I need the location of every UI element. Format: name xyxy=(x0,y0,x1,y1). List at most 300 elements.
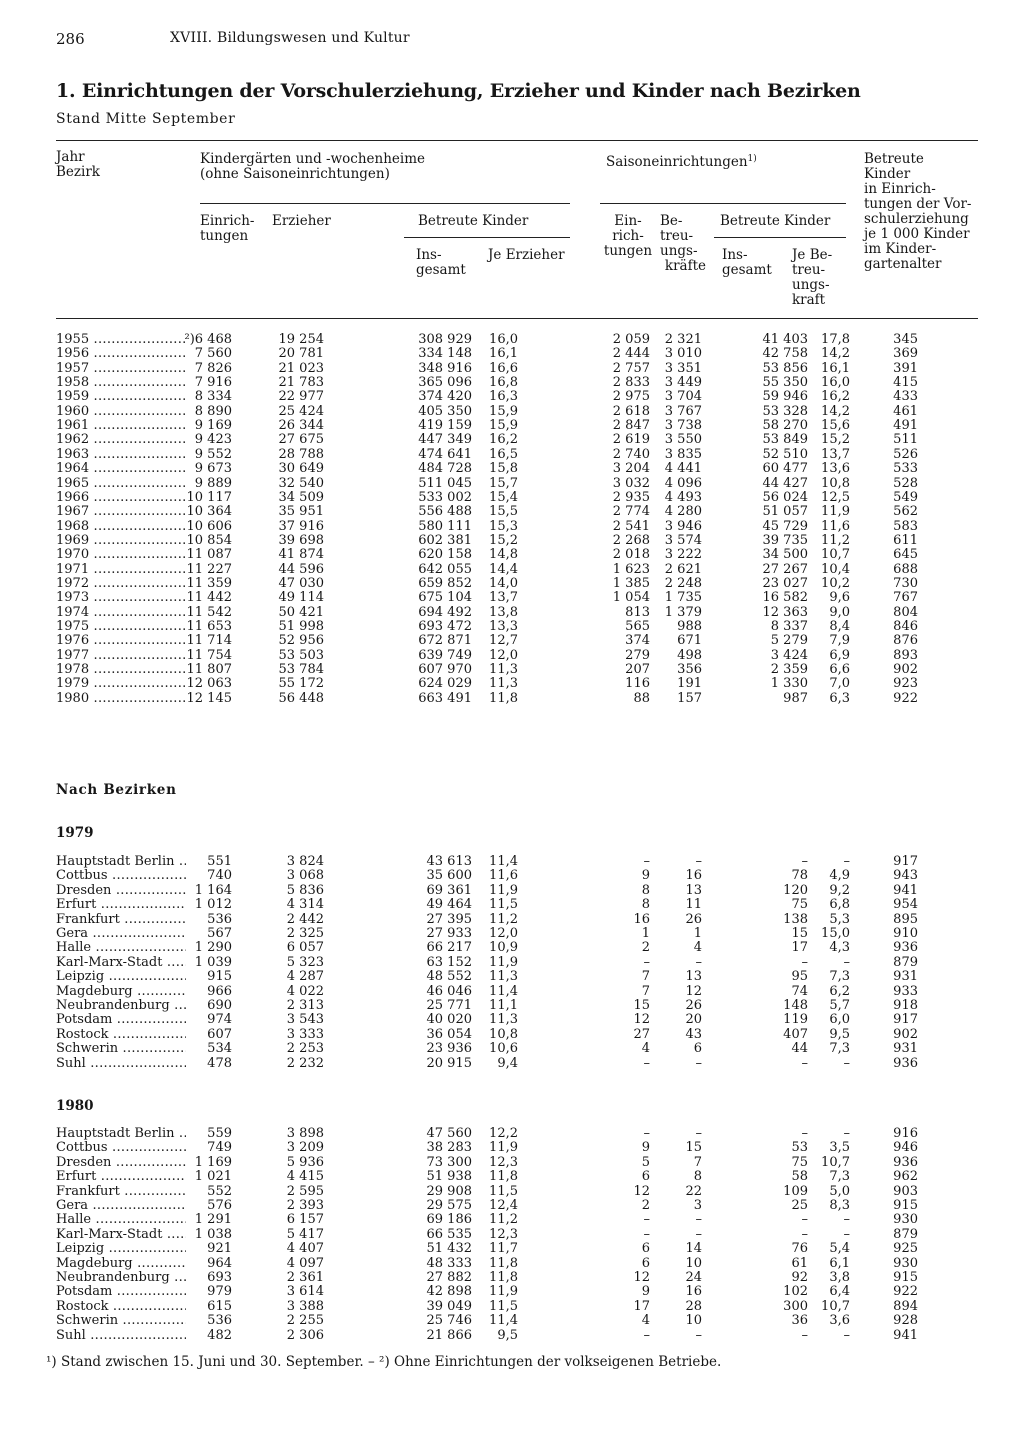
cell-kinder-je-erzieher: 13,7 xyxy=(489,590,518,606)
cell-saison-kinder-je-kraft: 3,6 xyxy=(829,1313,850,1329)
cell-saison-betreuungskraefte: 20 xyxy=(685,1012,702,1028)
cell-einrichtungen: 11 087 xyxy=(186,547,232,563)
cell-saison-kinder-je-kraft: 10,7 xyxy=(821,1298,850,1314)
cell-kinder-insgesamt: 43 613 xyxy=(426,854,472,869)
row-label: Gera ..... xyxy=(56,1199,186,1213)
cell-kinder-je-erzieher: 15,5 xyxy=(489,504,518,520)
cell-saison-kinder-insgesamt: 25 xyxy=(791,1198,808,1213)
cell-saison-betreuungskraefte: 1 735 xyxy=(664,590,702,606)
cell-kinder-je-1000: 917 xyxy=(893,1012,918,1028)
cell-kinder-je-1000: 941 xyxy=(893,1327,918,1343)
table-row xyxy=(0,663,1024,677)
cell-kinder-je-erzieher: 11,8 xyxy=(489,690,518,706)
cell-erzieher: 4 415 xyxy=(286,1169,324,1185)
cell-kinder-je-erzieher: 16,6 xyxy=(489,360,518,376)
cell-kinder-je-erzieher: 13,8 xyxy=(489,604,518,620)
row-label: 1958 ..... xyxy=(56,376,186,390)
cell-saison-einrichtungen: 2 059 xyxy=(612,332,650,347)
cell-kinder-je-1000: 916 xyxy=(893,1126,918,1141)
cell-kinder-je-erzieher: 11,1 xyxy=(489,998,518,1013)
cell-saison-kinder-je-kraft: 5,7 xyxy=(829,998,850,1013)
cell-saison-kinder-je-kraft: 14,2 xyxy=(821,403,850,419)
cell-einrichtungen: 10 117 xyxy=(186,489,232,505)
cell-erzieher: 25 424 xyxy=(278,403,324,419)
cell-saison-kinder-insgesamt: 5 279 xyxy=(770,633,808,649)
row-label: 1980 ..... xyxy=(56,692,186,706)
section-title: Nach Bezirken xyxy=(56,782,177,798)
cell-kinder-je-1000: 903 xyxy=(893,1183,918,1199)
row-label: 1965 ..... xyxy=(56,477,186,491)
cell-saison-einrichtungen: 9 xyxy=(641,1284,650,1300)
cell-erzieher: 2 325 xyxy=(286,926,324,941)
table-row xyxy=(0,1228,1024,1242)
cell-kinder-insgesamt: 40 020 xyxy=(426,1012,472,1028)
cell-kinder-je-erzieher: 16,0 xyxy=(489,332,518,347)
table-row xyxy=(0,491,1024,505)
cell-kinder-je-1000: 910 xyxy=(893,926,918,941)
cell-einrichtungen: 690 xyxy=(207,998,232,1013)
cell-einrichtungen: 693 xyxy=(207,1270,232,1285)
cell-saison-einrichtungen: – xyxy=(643,1226,650,1242)
cell-kinder-je-erzieher: 11,4 xyxy=(489,854,518,869)
row-label: Potsdam ..... xyxy=(56,1285,186,1299)
cell-saison-betreuungskraefte: – xyxy=(695,1055,702,1071)
row-label: 1962 ..... xyxy=(56,433,186,447)
cell-saison-kinder-je-kraft: – xyxy=(843,954,850,970)
row-label: 1970 ..... xyxy=(56,548,186,562)
cell-saison-betreuungskraefte: 6 xyxy=(693,1041,702,1057)
table-row xyxy=(0,591,1024,605)
cell-erzieher: 53 784 xyxy=(278,662,324,678)
cell-kinder-insgesamt: 27 395 xyxy=(426,911,472,927)
cell-einrichtungen: 966 xyxy=(207,983,232,999)
cell-saison-betreuungskraefte: 498 xyxy=(677,647,702,663)
cell-kinder-insgesamt: 27 882 xyxy=(426,1270,472,1285)
cell-kinder-je-1000: 846 xyxy=(893,619,918,634)
row-label: Suhl ..... xyxy=(56,1057,186,1071)
cell-kinder-je-1000: 528 xyxy=(893,475,918,491)
cell-kinder-je-1000: 946 xyxy=(893,1140,918,1156)
header-rule-saison-betreute xyxy=(714,237,846,238)
cell-saison-kinder-je-kraft: – xyxy=(843,1126,850,1141)
cell-kinder-je-erzieher: 11,2 xyxy=(489,911,518,927)
cell-einrichtungen: 740 xyxy=(207,868,232,884)
cell-saison-einrichtungen: 2 975 xyxy=(612,389,650,405)
cell-einrichtungen: 11 807 xyxy=(186,662,232,678)
cell-saison-kinder-insgesamt: 8 337 xyxy=(770,619,808,634)
cell-saison-betreuungskraefte: 3 835 xyxy=(664,446,702,462)
cell-saison-kinder-insgesamt: 53 xyxy=(791,1140,808,1156)
row-label: Potsdam ..... xyxy=(56,1013,186,1027)
row-label: Schwerin ..... xyxy=(56,1042,186,1056)
table-row xyxy=(0,677,1024,691)
cell-saison-kinder-insgesamt: 52 510 xyxy=(762,446,808,462)
cell-erzieher: 3 824 xyxy=(286,854,324,869)
cell-saison-kinder-je-kraft: 7,0 xyxy=(829,676,850,692)
cell-kinder-je-erzieher: 11,9 xyxy=(489,1140,518,1156)
cell-saison-einrichtungen: 5 xyxy=(641,1154,650,1170)
cell-saison-einrichtungen: 9 xyxy=(641,868,650,884)
cell-kinder-insgesamt: 511 045 xyxy=(418,475,472,491)
year-heading-1980: 1980 xyxy=(56,1098,94,1114)
row-label: Cottbus ..... xyxy=(56,869,186,883)
cell-saison-kinder-je-kraft: 10,8 xyxy=(821,475,850,491)
cell-saison-kinder-je-kraft: 12,5 xyxy=(821,489,850,505)
cell-einrichtungen: 478 xyxy=(207,1055,232,1071)
cell-einrichtungen: 11 754 xyxy=(186,647,232,663)
cell-saison-einrichtungen: 6 xyxy=(641,1169,650,1185)
cell-kinder-je-1000: 902 xyxy=(893,1026,918,1042)
header-bottom-rule xyxy=(56,318,978,319)
cell-saison-betreuungskraefte: 988 xyxy=(677,619,702,634)
row-label: Erfurt ..... xyxy=(56,898,186,912)
cell-einrichtungen: 576 xyxy=(207,1198,232,1213)
cell-saison-kinder-je-kraft: 4,9 xyxy=(829,868,850,884)
cell-erzieher: 51 998 xyxy=(278,619,324,634)
cell-einrichtungen: 536 xyxy=(207,911,232,927)
cell-saison-einrichtungen: 2 541 xyxy=(612,518,650,534)
cell-saison-betreuungskraefte: 3 738 xyxy=(664,418,702,434)
cell-kinder-je-erzieher: 11,9 xyxy=(489,882,518,898)
cell-erzieher: 4 407 xyxy=(286,1241,324,1257)
table-row xyxy=(0,692,1024,706)
cell-kinder-je-1000: 391 xyxy=(893,360,918,376)
table-row xyxy=(0,1300,1024,1314)
cell-kinder-insgesamt: 25 746 xyxy=(426,1313,472,1329)
row-label: Erfurt ..... xyxy=(56,1170,186,1184)
cell-kinder-insgesamt: 556 488 xyxy=(418,504,472,520)
cell-erzieher: 22 977 xyxy=(278,389,324,405)
table-row xyxy=(0,606,1024,620)
cell-saison-kinder-je-kraft: 13,7 xyxy=(821,446,850,462)
cell-kinder-je-1000: 930 xyxy=(893,1255,918,1271)
cell-einrichtungen: 534 xyxy=(207,1041,232,1057)
cell-einrichtungen: 536 xyxy=(207,1313,232,1329)
cell-erzieher: 3 068 xyxy=(286,868,324,884)
cell-einrichtungen: 567 xyxy=(207,926,232,941)
header-erzieher: Erzieher xyxy=(272,213,331,229)
cell-saison-einrichtungen: – xyxy=(643,1055,650,1071)
cell-einrichtungen: 552 xyxy=(207,1183,232,1199)
cell-saison-betreuungskraefte: 3 xyxy=(693,1198,702,1213)
table-row xyxy=(0,1285,1024,1299)
table-row xyxy=(0,999,1024,1013)
cell-saison-einrichtungen: 1 054 xyxy=(612,590,650,606)
cell-saison-kinder-je-kraft: 16,2 xyxy=(821,389,850,405)
cell-einrichtungen: 9 169 xyxy=(194,418,232,434)
cell-kinder-je-1000: 879 xyxy=(893,1226,918,1242)
cell-einrichtungen: 974 xyxy=(207,1012,232,1028)
header-rule-saison xyxy=(600,203,846,204)
cell-saison-kinder-insgesamt: 75 xyxy=(791,897,808,913)
cell-erzieher: 2 306 xyxy=(286,1327,324,1343)
cell-saison-einrichtungen: 2 774 xyxy=(612,504,650,520)
cell-einrichtungen: 10 606 xyxy=(186,518,232,534)
cell-saison-kinder-je-kraft: 5,3 xyxy=(829,911,850,927)
cell-kinder-je-erzieher: 16,1 xyxy=(489,346,518,362)
cell-saison-betreuungskraefte: 3 550 xyxy=(664,432,702,448)
cell-saison-kinder-insgesamt: 3 424 xyxy=(770,647,808,663)
cell-einrichtungen: 551 xyxy=(207,854,232,869)
cell-einrichtungen: 1 039 xyxy=(194,954,232,970)
cell-saison-betreuungskraefte: 13 xyxy=(685,969,702,985)
table-row xyxy=(0,376,1024,390)
cell-erzieher: 2 393 xyxy=(286,1198,324,1213)
cell-kinder-je-1000: 936 xyxy=(893,940,918,956)
table-row xyxy=(0,1329,1024,1343)
cell-erzieher: 47 030 xyxy=(278,575,324,591)
cell-kinder-je-erzieher: 11,3 xyxy=(489,676,518,692)
cell-kinder-je-1000: 461 xyxy=(893,403,918,419)
cell-kinder-insgesamt: 484 728 xyxy=(418,461,472,477)
cell-kinder-je-1000: 915 xyxy=(893,1198,918,1213)
cell-kinder-je-1000: 804 xyxy=(893,604,918,620)
cell-saison-kinder-je-kraft: – xyxy=(843,1327,850,1343)
cell-einrichtungen: 7 560 xyxy=(194,346,232,362)
cell-saison-betreuungskraefte: 24 xyxy=(685,1270,702,1285)
cell-kinder-insgesamt: 47 560 xyxy=(426,1126,472,1141)
cell-saison-betreuungskraefte: – xyxy=(695,1226,702,1242)
header-saison-betreute-kinder: Betreute Kinder xyxy=(720,213,831,229)
cell-kinder-je-erzieher: 11,2 xyxy=(489,1212,518,1228)
page-number: 286 xyxy=(56,30,85,48)
cell-saison-einrichtungen: 2 018 xyxy=(612,547,650,563)
cell-kinder-insgesamt: 35 600 xyxy=(426,868,472,884)
cell-einrichtungen: 8 334 xyxy=(194,389,232,405)
table-title: 1. Einrichtungen der Vorschulerziehung, Erzieher und Kinder nach Bezirken xyxy=(56,80,861,102)
cell-erzieher: 32 540 xyxy=(278,475,324,491)
cell-einrichtungen: 1 021 xyxy=(194,1169,232,1185)
cell-kinder-je-erzieher: 11,6 xyxy=(489,868,518,884)
cell-einrichtungen: 1 291 xyxy=(194,1212,232,1228)
cell-einrichtungen: 607 xyxy=(207,1026,232,1042)
cell-saison-einrichtungen: 4 xyxy=(641,1041,650,1057)
cell-saison-betreuungskraefte: 28 xyxy=(685,1298,702,1314)
table-row xyxy=(0,1170,1024,1184)
cell-saison-kinder-je-kraft: 6,6 xyxy=(829,662,850,678)
cell-kinder-je-1000: 925 xyxy=(893,1241,918,1257)
cell-saison-kinder-insgesamt: 23 027 xyxy=(762,575,808,591)
header-einrichtungen-2: tungen xyxy=(200,228,249,244)
cell-saison-kinder-insgesamt: 56 024 xyxy=(762,489,808,505)
cell-kinder-je-erzieher: 12,4 xyxy=(489,1198,518,1213)
table-row xyxy=(0,1141,1024,1155)
table-row xyxy=(0,898,1024,912)
cell-erzieher: 2 253 xyxy=(286,1041,324,1057)
cell-saison-betreuungskraefte: 2 621 xyxy=(664,561,702,577)
cell-einrichtungen: 1 012 xyxy=(194,897,232,913)
cell-saison-kinder-je-kraft: 9,6 xyxy=(829,590,850,606)
cell-erzieher: 30 649 xyxy=(278,461,324,477)
cell-kinder-je-1000: 931 xyxy=(893,1041,918,1057)
cell-kinder-insgesamt: 447 349 xyxy=(418,432,472,448)
cell-saison-betreuungskraefte: – xyxy=(695,1212,702,1228)
cell-saison-einrichtungen: 2 935 xyxy=(612,489,650,505)
table-row xyxy=(0,1257,1024,1271)
row-label: 1963 ..... xyxy=(56,448,186,462)
cell-kinder-je-1000: 549 xyxy=(893,489,918,505)
cell-saison-kinder-insgesamt: 59 946 xyxy=(762,389,808,405)
cell-einrichtungen: ²)6 468 xyxy=(184,332,232,347)
cell-kinder-insgesamt: 308 929 xyxy=(418,332,472,347)
cell-saison-einrichtungen: – xyxy=(643,1212,650,1228)
cell-saison-betreuungskraefte: 356 xyxy=(677,662,702,678)
cell-saison-einrichtungen: 2 618 xyxy=(612,403,650,419)
cell-kinder-insgesamt: 602 381 xyxy=(418,532,472,548)
cell-kinder-je-1000: 533 xyxy=(893,461,918,477)
cell-einrichtungen: 11 227 xyxy=(186,561,232,577)
cell-erzieher: 3 333 xyxy=(286,1026,324,1042)
cell-saison-einrichtungen: 12 xyxy=(633,1012,650,1028)
cell-saison-kinder-insgesamt: 42 758 xyxy=(762,346,808,362)
cell-erzieher: 37 916 xyxy=(278,518,324,534)
row-label: Halle ..... xyxy=(56,1213,186,1227)
cell-erzieher: 35 951 xyxy=(278,504,324,520)
cell-saison-einrichtungen: – xyxy=(643,1327,650,1343)
cell-saison-kinder-insgesamt: 300 xyxy=(783,1298,808,1314)
cell-kinder-je-1000: 894 xyxy=(893,1298,918,1314)
row-label: Schwerin ..... xyxy=(56,1314,186,1328)
cell-erzieher: 26 344 xyxy=(278,418,324,434)
cell-saison-kinder-insgesamt: 16 582 xyxy=(762,590,808,606)
cell-saison-betreuungskraefte: 2 248 xyxy=(664,575,702,591)
cell-kinder-insgesamt: 21 866 xyxy=(426,1327,472,1343)
cell-einrichtungen: 11 653 xyxy=(186,619,232,634)
header-kindergarten-line2: (ohne Saisoneinrichtungen) xyxy=(200,166,390,182)
cell-kinder-insgesamt: 69 186 xyxy=(426,1212,472,1228)
cell-kinder-je-1000: 562 xyxy=(893,504,918,520)
cell-saison-kinder-je-kraft: 10,4 xyxy=(821,561,850,577)
cell-saison-kinder-je-kraft: 6,4 xyxy=(829,1284,850,1300)
cell-kinder-je-1000: 922 xyxy=(893,690,918,706)
cell-kinder-je-erzieher: 11,5 xyxy=(489,1298,518,1314)
cell-saison-betreuungskraefte: 16 xyxy=(685,1284,702,1300)
cell-kinder-je-erzieher: 15,3 xyxy=(489,518,518,534)
cell-kinder-je-1000: 611 xyxy=(893,532,918,548)
cell-saison-kinder-insgesamt: 53 328 xyxy=(762,403,808,419)
row-label: Magdeburg ..... xyxy=(56,1257,186,1271)
cell-erzieher: 56 448 xyxy=(278,690,324,706)
cell-erzieher: 50 421 xyxy=(278,604,324,620)
cell-kinder-insgesamt: 48 333 xyxy=(426,1255,472,1271)
cell-kinder-je-1000: 922 xyxy=(893,1284,918,1300)
cell-saison-betreuungskraefte: 3 704 xyxy=(664,389,702,405)
cell-saison-betreuungskraefte: 43 xyxy=(685,1026,702,1042)
cell-saison-betreuungskraefte: 12 xyxy=(685,983,702,999)
cell-saison-kinder-je-kraft: 9,0 xyxy=(829,604,850,620)
cell-saison-betreuungskraefte: 22 xyxy=(685,1183,702,1199)
cell-kinder-je-1000: 688 xyxy=(893,561,918,577)
cell-saison-kinder-je-kraft: 17,8 xyxy=(821,332,850,347)
cell-einrichtungen: 12 145 xyxy=(186,690,232,706)
cell-saison-einrichtungen: 2 740 xyxy=(612,446,650,462)
cell-saison-betreuungskraefte: 3 351 xyxy=(664,360,702,376)
table-row xyxy=(0,505,1024,519)
header-insgesamt-1: Ins- xyxy=(416,247,442,263)
cell-kinder-je-1000: 915 xyxy=(893,1270,918,1285)
cell-saison-kinder-insgesamt: – xyxy=(801,1212,808,1228)
table-row xyxy=(0,884,1024,898)
cell-saison-kinder-je-kraft: 15,2 xyxy=(821,432,850,448)
cell-saison-kinder-insgesamt: 74 xyxy=(791,983,808,999)
cell-kinder-je-erzieher: 11,8 xyxy=(489,1169,518,1185)
header-saison-je-betreuungskraft: Je Be- treu- ungs- kraft xyxy=(792,247,833,308)
cell-kinder-insgesamt: 51 432 xyxy=(426,1241,472,1257)
cell-saison-einrichtungen: 88 xyxy=(633,690,650,706)
cell-kinder-insgesamt: 51 938 xyxy=(426,1169,472,1185)
cell-kinder-je-erzieher: 11,9 xyxy=(489,1284,518,1300)
row-label: Karl-Marx-Stadt ..... xyxy=(56,1228,186,1242)
row-label: Neubrandenburg ..... xyxy=(56,1271,186,1285)
header-saison-betreuungskraefte: Be- treu- ungs- kräfte xyxy=(660,213,706,274)
cell-saison-betreuungskraefte: 3 946 xyxy=(664,518,702,534)
cell-kinder-je-erzieher: 15,9 xyxy=(489,403,518,419)
cell-kinder-je-1000: 345 xyxy=(893,332,918,347)
cell-kinder-je-1000: 491 xyxy=(893,418,918,434)
cell-saison-kinder-insgesamt: – xyxy=(801,1327,808,1343)
cell-saison-kinder-je-kraft: 10,2 xyxy=(821,575,850,591)
cell-einrichtungen: 964 xyxy=(207,1255,232,1271)
cell-saison-kinder-insgesamt: – xyxy=(801,1226,808,1242)
cell-kinder-je-erzieher: 14,8 xyxy=(489,547,518,563)
cell-einrichtungen: 615 xyxy=(207,1298,232,1314)
cell-saison-einrichtungen: 6 xyxy=(641,1241,650,1257)
cell-saison-einrichtungen: – xyxy=(643,954,650,970)
row-label: 1955 ..... xyxy=(56,333,186,347)
cell-saison-kinder-insgesamt: 36 xyxy=(791,1313,808,1329)
cell-saison-einrichtungen: – xyxy=(643,1126,650,1141)
cell-erzieher: 5 936 xyxy=(286,1154,324,1170)
cell-saison-kinder-insgesamt: 987 xyxy=(783,690,808,706)
cell-einrichtungen: 9 889 xyxy=(194,475,232,491)
cell-saison-betreuungskraefte: – xyxy=(695,1126,702,1141)
cell-saison-betreuungskraefte: 191 xyxy=(677,676,702,692)
cell-kinder-je-erzieher: 10,6 xyxy=(489,1041,518,1057)
cell-kinder-je-1000: 879 xyxy=(893,954,918,970)
cell-saison-kinder-je-kraft: 16,1 xyxy=(821,360,850,376)
cell-saison-kinder-je-kraft: 13,6 xyxy=(821,461,850,477)
cell-einrichtungen: 10 364 xyxy=(186,504,232,520)
row-label: Magdeburg ..... xyxy=(56,985,186,999)
cell-kinder-je-erzieher: 12,7 xyxy=(489,633,518,649)
cell-erzieher: 39 698 xyxy=(278,532,324,548)
cell-saison-kinder-je-kraft: 9,2 xyxy=(829,882,850,898)
cell-kinder-je-1000: 895 xyxy=(893,911,918,927)
cell-kinder-insgesamt: 49 464 xyxy=(426,897,472,913)
cell-saison-kinder-je-kraft: 6,3 xyxy=(829,690,850,706)
table-row xyxy=(0,1057,1024,1071)
cell-erzieher: 6 057 xyxy=(286,940,324,956)
cell-saison-einrichtungen: 2 833 xyxy=(612,375,650,391)
cell-saison-kinder-insgesamt: 78 xyxy=(791,868,808,884)
table-row xyxy=(0,390,1024,404)
cell-kinder-je-erzieher: 11,9 xyxy=(489,954,518,970)
cell-einrichtungen: 1 169 xyxy=(194,1154,232,1170)
cell-saison-kinder-je-kraft: 7,3 xyxy=(829,969,850,985)
header-insgesamt-2: gesamt xyxy=(416,262,466,278)
cell-kinder-je-erzieher: 16,3 xyxy=(489,389,518,405)
cell-kinder-je-1000: 917 xyxy=(893,854,918,869)
row-label: 1979 ..... xyxy=(56,677,186,691)
cell-saison-einrichtungen: 116 xyxy=(625,676,650,692)
cell-erzieher: 4 287 xyxy=(286,969,324,985)
cell-saison-kinder-insgesamt: 148 xyxy=(783,998,808,1013)
cell-kinder-je-erzieher: 11,4 xyxy=(489,983,518,999)
cell-saison-kinder-insgesamt: 407 xyxy=(783,1026,808,1042)
cell-saison-einrichtungen: 2 619 xyxy=(612,432,650,448)
cell-einrichtungen: 9 552 xyxy=(194,446,232,462)
cell-saison-kinder-je-kraft: 4,3 xyxy=(829,940,850,956)
